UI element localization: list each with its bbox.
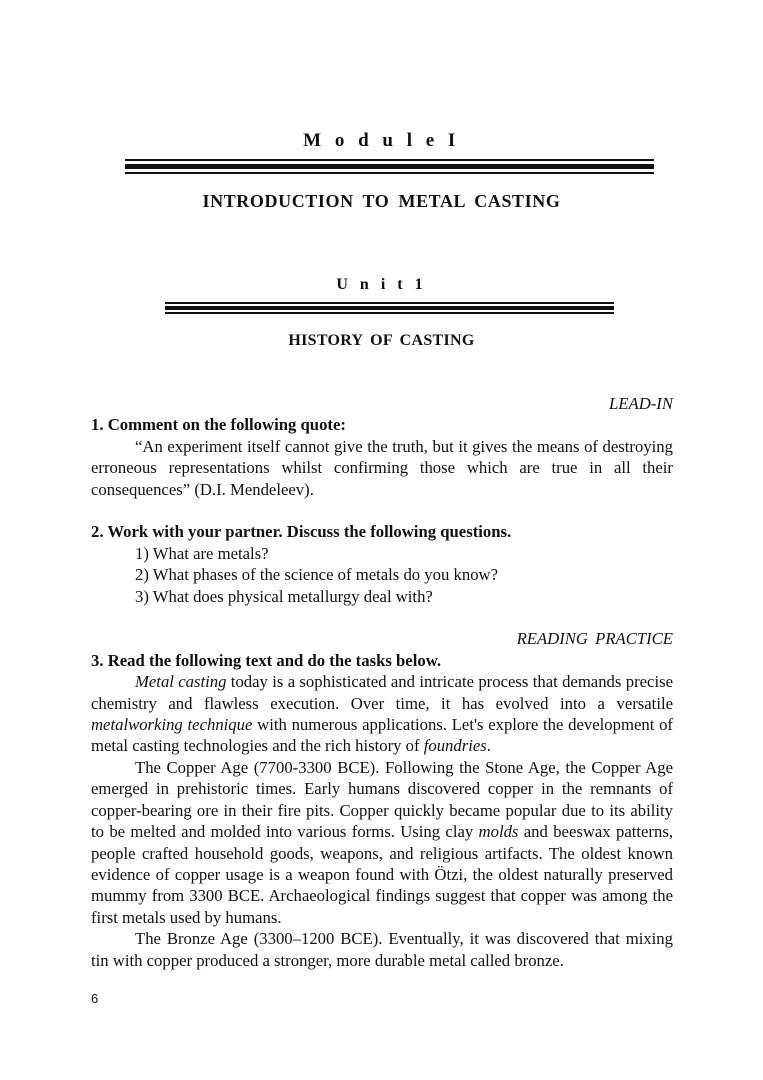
question-item: 2) What phases of the science of metals do you know? [135,565,499,585]
module-main-title: INTRODUCTION TO METAL CASTING [202,191,561,211]
module-title-rule [125,159,654,174]
unit-subtitle: HISTORY OF CASTING [288,332,475,349]
reading-paragraph-2: The Copper Age (7700-3300 BCE). Following the Stone Age, the Copper Age emerged in prehistoric times. Early humans discovered copper in the remnants of copper-bearing ore in their fire pits. Copper quickly became popular due to its ability to be melted and molded into various forms. Using clay molds and beeswax patterns, people crafted household goods, weapons, and religious artifacts. The oldest known evidence of copper usage is a weapon found with Ötzi, the oldest naturally preserved mummy from 3300 BCE. Archaeological findings suggest that copper was among the first metals used by humans. [91,757,673,927]
lead-in-label: LEAD-IN [609,394,673,413]
term-foundries: foundries [423,736,487,756]
term-molds: molds [478,822,519,842]
unit-title-rule [165,302,614,314]
question-item: 1) What are metals? [135,543,269,563]
task-3-heading: 3. Read the following text and do the tasks below. [91,650,441,670]
question-item: 3) What does physical metallurgy deal with? [135,586,433,606]
reading-practice-label: READING PRACTICE [516,629,673,649]
reading-paragraph-3: The Bronze Age (3300–1200 BCE). Eventually, it was discovered that mixing tin with copper produced a stronger, more durable metal called bronze. [91,929,673,970]
task-1-heading: 1. Comment on the following quote: [91,415,346,435]
task-2-heading: 2. Work with your partner. Discuss the following questions. [91,522,512,542]
term-metal-casting: Metal casting [135,672,227,692]
module-title: M o d u l e I [303,130,460,151]
term-metalworking-technique: metalworking technique [91,715,253,735]
task-1-quote: “An experiment itself cannot give the truth, but it gives the means of destroying erroneous representations whilst confirming those which are true in all their consequences” (D.I. Mendeleev). [91,436,673,499]
page-content [91,393,673,971]
page-number: 6 [91,991,99,1006]
reading-paragraph-1: Metal casting today is a sophisticated and intricate process that demands precise chemistry and flawless execution. Over time, it has evolved into a versatile metalworking technique with numerous applications. Let's explore the development of metal casting technologies and the rich history of foundries. [91,672,673,756]
unit-title: U n i t 1 [336,276,427,293]
